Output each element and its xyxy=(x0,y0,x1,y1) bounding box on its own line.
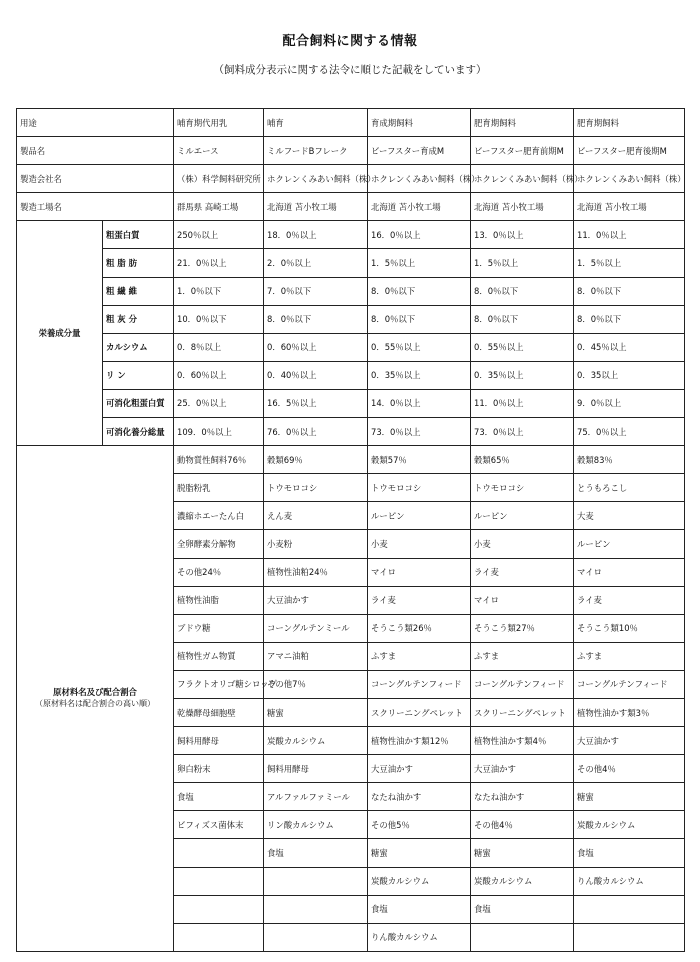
table-cell xyxy=(471,923,574,951)
table-cell: りん酸カルシウム xyxy=(574,867,685,895)
table-cell: （株）科学飼料研究所 xyxy=(174,165,264,193)
table-cell: トウモロコシ xyxy=(368,474,471,502)
table-cell: 糖蜜 xyxy=(264,698,368,726)
table-cell: 8．0％以下 xyxy=(368,305,471,333)
table-cell: 1．0％以下 xyxy=(174,277,264,305)
table-cell: 飼料用酵母 xyxy=(174,727,264,755)
page-subtitle: （飼料成分表示に関する法令に順じた記載をしています） xyxy=(213,64,487,76)
table-cell: そうこう類10％ xyxy=(574,614,685,642)
table-cell: 0．40％以上 xyxy=(264,361,368,389)
table-cell: 18．0％以上 xyxy=(264,221,368,249)
table-cell: えん麦 xyxy=(264,502,368,530)
table-cell: 北海道 苫小牧工場 xyxy=(368,193,471,221)
table-cell: アルファルファミール xyxy=(264,783,368,811)
table-row xyxy=(17,446,685,474)
table-cell: 乾燥酵母細胞壁 xyxy=(174,698,264,726)
table-cell: ビーフスター肥育前期M xyxy=(471,137,574,165)
table-cell: 穀類83％ xyxy=(574,446,685,474)
table-cell: 0．35以上 xyxy=(574,361,685,389)
table-row xyxy=(17,137,685,165)
table-cell: トウモロコシ xyxy=(264,474,368,502)
table-cell: 卵白粉末 xyxy=(174,755,264,783)
table-cell: ブドウ糖 xyxy=(174,614,264,642)
table-cell: 植物性油かす類4％ xyxy=(471,727,574,755)
table-cell: その他4％ xyxy=(574,755,685,783)
table-cell: その他4％ xyxy=(471,811,574,839)
table-cell: 1．5％以上 xyxy=(368,249,471,277)
ingredients-group-note: （原材料名は配合割合の高い順） xyxy=(35,699,155,709)
table-cell: ミルフードBフレーク xyxy=(264,137,368,165)
table-cell: 10．0％以下 xyxy=(174,305,264,333)
nutrient-label: 粗 脂 肪 xyxy=(103,249,174,277)
table-cell: 76．0％以上 xyxy=(264,418,368,446)
nutrient-label: 粗 繊 維 xyxy=(103,277,174,305)
table-cell: ホクレンくみあい飼料（株） xyxy=(471,165,574,193)
table-cell: ライ麦 xyxy=(368,586,471,614)
table-cell: 穀類69％ xyxy=(264,446,368,474)
table-cell: 植物性ガム物質 xyxy=(174,642,264,670)
table-cell: 大麦 xyxy=(574,502,685,530)
table-cell: 1．5％以上 xyxy=(574,249,685,277)
nutrient-label: 可消化養分総量 xyxy=(103,418,174,446)
table-row xyxy=(17,305,685,333)
table-cell: 8．0％以下 xyxy=(574,305,685,333)
table-cell: 肥育期飼料 xyxy=(574,109,685,137)
table-cell: 大豆油かす xyxy=(368,755,471,783)
table-row xyxy=(17,221,685,249)
table-cell: スクリーニングペレット xyxy=(471,698,574,726)
table-row xyxy=(17,277,685,305)
table-cell: 食塩 xyxy=(471,895,574,923)
table-cell xyxy=(264,867,368,895)
table-cell xyxy=(264,895,368,923)
table-cell: フラクトオリゴ糖シロップ xyxy=(174,670,264,698)
table-cell: 北海道 苫小牧工場 xyxy=(471,193,574,221)
table-cell: 0．55％以上 xyxy=(368,333,471,361)
table-cell: 11．0％以上 xyxy=(574,221,685,249)
table-cell xyxy=(574,923,685,951)
table-cell: 0．55％以上 xyxy=(471,333,574,361)
table-cell: 0．45％以上 xyxy=(574,333,685,361)
table-cell: そうこう類27％ xyxy=(471,614,574,642)
table-cell: 糖蜜 xyxy=(471,839,574,867)
table-cell: 2．0％以上 xyxy=(264,249,368,277)
row-label: 製造工場名 xyxy=(17,193,174,221)
table-cell: その他24％ xyxy=(174,558,264,586)
table-cell: その他5％ xyxy=(368,811,471,839)
table-cell: 植物性油脂 xyxy=(174,586,264,614)
table-cell: ライ麦 xyxy=(471,558,574,586)
table-cell: 21．0％以上 xyxy=(174,249,264,277)
table-cell: ふすま xyxy=(471,642,574,670)
table-cell: 75．0％以上 xyxy=(574,418,685,446)
table-cell: 哺育 xyxy=(264,109,368,137)
table-cell: 0．60％以上 xyxy=(264,333,368,361)
table-cell: 8．0％以下 xyxy=(574,277,685,305)
table-cell: ビーフスター育成M xyxy=(368,137,471,165)
table-cell: 73．0％以上 xyxy=(368,418,471,446)
nutrient-label: リ ン xyxy=(103,361,174,389)
table-cell: 糖蜜 xyxy=(574,783,685,811)
table-cell: 0．35％以上 xyxy=(471,361,574,389)
table-cell: 濃縮ホエーたん白 xyxy=(174,502,264,530)
table-cell: その他7％ xyxy=(264,670,368,698)
ingredients-group-title: 原材料名及び配合割合 xyxy=(53,687,137,698)
table-cell: マイロ xyxy=(471,586,574,614)
table-cell: マイロ xyxy=(368,558,471,586)
table-cell: りん酸カルシウム xyxy=(368,923,471,951)
table-cell: 73．0％以上 xyxy=(471,418,574,446)
table-cell: なたね油かす xyxy=(471,783,574,811)
table-cell: ミルエース xyxy=(174,137,264,165)
row-label: 製品名 xyxy=(17,137,174,165)
table-cell: 0．35％以上 xyxy=(368,361,471,389)
table-cell: 食塩 xyxy=(574,839,685,867)
table-cell: 11．0％以上 xyxy=(471,389,574,417)
table-cell: 16．0％以上 xyxy=(368,221,471,249)
nutrient-label: カルシウム xyxy=(103,333,174,361)
table-cell: 13．0％以上 xyxy=(471,221,574,249)
table-cell: 250％以上 xyxy=(174,221,264,249)
table-cell: 哺育期代用乳 xyxy=(174,109,264,137)
table-cell: 小麦粉 xyxy=(264,530,368,558)
table-cell: 食塩 xyxy=(368,895,471,923)
table-cell: 7．0％以下 xyxy=(264,277,368,305)
table-row xyxy=(17,361,685,389)
table-cell: 飼料用酵母 xyxy=(264,755,368,783)
table-cell: コーングルテンフィード xyxy=(368,670,471,698)
table-cell: トウモロコシ xyxy=(471,474,574,502)
table-cell: とうもろこし xyxy=(574,474,685,502)
table-cell: 14．0％以上 xyxy=(368,389,471,417)
table-cell: 北海道 苫小牧工場 xyxy=(264,193,368,221)
table-cell: ビフィズス菌体末 xyxy=(174,811,264,839)
table-cell: ビーフスター肥育後期M xyxy=(574,137,685,165)
table-cell: なたね油かす xyxy=(368,783,471,811)
table-row xyxy=(17,249,685,277)
table-cell xyxy=(574,895,685,923)
table-cell: ルーピン xyxy=(471,502,574,530)
table-cell: 糖蜜 xyxy=(368,839,471,867)
table-cell: 炭酸カルシウム xyxy=(368,867,471,895)
table-cell: 0．60％以上 xyxy=(174,361,264,389)
table-cell xyxy=(174,923,264,951)
table-cell: 肥育期飼料 xyxy=(471,109,574,137)
row-label: 用途 xyxy=(17,109,174,137)
table-cell: 穀類65％ xyxy=(471,446,574,474)
table-cell: ルーピン xyxy=(574,530,685,558)
table-cell: 8．0％以下 xyxy=(471,305,574,333)
table-cell: 8．0％以下 xyxy=(471,277,574,305)
table-cell: コーングルテンフィード xyxy=(574,670,685,698)
table-cell: ふすま xyxy=(574,642,685,670)
table-cell: 1．5％以上 xyxy=(471,249,574,277)
table-cell: アマニ油粕 xyxy=(264,642,368,670)
table-cell: コーングルテンフィード xyxy=(471,670,574,698)
table-cell: 0．8％以上 xyxy=(174,333,264,361)
nutrition-group-label: 栄養成分量 xyxy=(17,221,103,446)
table-row xyxy=(17,165,685,193)
feed-info-table xyxy=(16,108,685,952)
nutrient-label: 可消化粗蛋白質 xyxy=(103,389,174,417)
table-cell xyxy=(174,867,264,895)
nutrient-label: 粗蛋白質 xyxy=(103,221,174,249)
table-row xyxy=(17,418,685,446)
table-cell: 8．0％以下 xyxy=(264,305,368,333)
table-cell: 16．5％以上 xyxy=(264,389,368,417)
table-cell: 群馬県 高崎工場 xyxy=(174,193,264,221)
table-cell xyxy=(174,895,264,923)
table-cell: ホクレンくみあい飼料（株） xyxy=(574,165,685,193)
table-cell: 育成期飼料 xyxy=(368,109,471,137)
table-cell: 脱脂粉乳 xyxy=(174,474,264,502)
table-cell: ホクレンくみあい飼料（株） xyxy=(264,165,368,193)
table-cell: ルーピン xyxy=(368,502,471,530)
table-cell: ホクレンくみあい飼料（株） xyxy=(368,165,471,193)
table-cell: 植物性油粕24％ xyxy=(264,558,368,586)
table-cell: リン酸カルシウム xyxy=(264,811,368,839)
table-cell: 小麦 xyxy=(368,530,471,558)
table-cell: 穀類57％ xyxy=(368,446,471,474)
table-cell: 109．0％以上 xyxy=(174,418,264,446)
table-cell: スクリーニングペレット xyxy=(368,698,471,726)
table-row xyxy=(17,193,685,221)
table-cell: 食塩 xyxy=(264,839,368,867)
table-row xyxy=(17,109,685,137)
table-cell: 9．0％以上 xyxy=(574,389,685,417)
table-cell xyxy=(174,839,264,867)
table-cell: 炭酸カルシウム xyxy=(471,867,574,895)
table-cell: そうこう類26％ xyxy=(368,614,471,642)
table-cell: 北海道 苫小牧工場 xyxy=(574,193,685,221)
table-cell: 炭酸カルシウム xyxy=(264,727,368,755)
table-cell: 25．0％以上 xyxy=(174,389,264,417)
table-cell: ふすま xyxy=(368,642,471,670)
table-cell: 大豆油かす xyxy=(264,586,368,614)
table-cell: 大豆油かす xyxy=(471,755,574,783)
table-cell: 動物質性飼料76％ xyxy=(174,446,264,474)
ingredients-group-label xyxy=(17,446,174,952)
table-cell: ライ麦 xyxy=(574,586,685,614)
table-cell: マイロ xyxy=(574,558,685,586)
page-title: 配合飼料に関する情報 xyxy=(282,34,418,49)
table-cell: 大豆油かす xyxy=(574,727,685,755)
table-cell: 食塩 xyxy=(174,783,264,811)
row-label: 製造会社名 xyxy=(17,165,174,193)
table-row xyxy=(17,333,685,361)
table-cell: 炭酸カルシウム xyxy=(574,811,685,839)
table-cell: コーングルテンミール xyxy=(264,614,368,642)
table-cell: 8．0％以下 xyxy=(368,277,471,305)
table-cell: 植物性油かす類12％ xyxy=(368,727,471,755)
table-cell: 植物性油かす類3％ xyxy=(574,698,685,726)
table-cell: 小麦 xyxy=(471,530,574,558)
table-cell: 全卵酵素分解物 xyxy=(174,530,264,558)
table-row xyxy=(17,389,685,417)
nutrient-label: 粗 灰 分 xyxy=(103,305,174,333)
table-cell xyxy=(264,923,368,951)
